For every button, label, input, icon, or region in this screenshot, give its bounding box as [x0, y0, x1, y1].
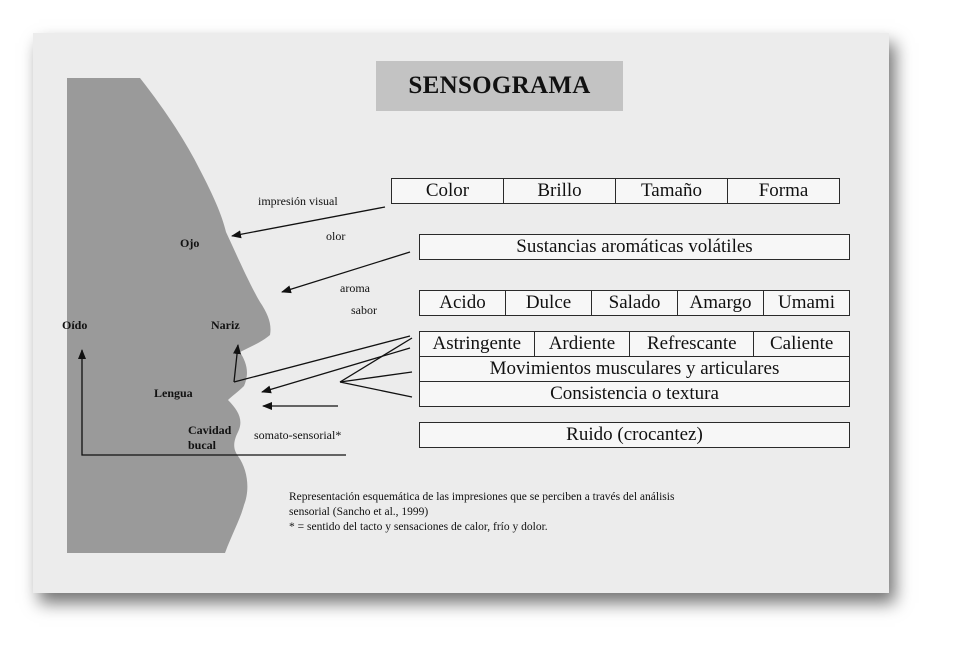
fan-line-2	[340, 372, 412, 382]
part-lengua: Lengua	[154, 386, 193, 400]
head-silhouette	[67, 78, 271, 553]
cell-refrescante: Refrescante	[630, 332, 754, 356]
cell-umami: Umami	[778, 292, 835, 313]
part-cavidad-line1: Cavidad	[188, 423, 232, 437]
arrow-trigeminal	[262, 348, 410, 392]
cell-color: Color	[392, 179, 504, 203]
sabor-row	[419, 290, 850, 316]
consistencia-row: Consistencia o textura	[419, 381, 850, 407]
ruido-row: Ruido (crocantez)	[419, 422, 850, 448]
cell-brillo: Brillo	[504, 179, 616, 203]
cell-forma: Forma	[758, 180, 809, 201]
caption-line-2: sensorial (Sancho et al., 1999)	[289, 506, 429, 518]
part-cavidad-line2: bucal	[188, 438, 217, 452]
part-oido: Oído	[62, 318, 88, 332]
part-cavidad	[188, 423, 231, 453]
cell-dulce: Dulce	[506, 291, 592, 315]
arrow-sabor-1	[234, 336, 410, 382]
cell-caliente: Caliente	[770, 333, 834, 354]
figure-caption	[289, 490, 674, 535]
cell-astringente: Astringente	[420, 332, 535, 356]
label-impresion-visual: impresión visual	[258, 194, 338, 208]
label-olor: olor	[326, 229, 346, 243]
olor-row: Sustancias aromáticas volátiles	[419, 234, 850, 260]
caption-line-3: * = sentido del tacto y sensaciones de calor, frío y dolor.	[289, 521, 548, 533]
cell-tamano: Tamaño	[616, 179, 728, 203]
label-sabor: sabor	[351, 303, 377, 317]
cell-acido: Acido	[420, 291, 506, 315]
cell-amargo: Amargo	[678, 291, 764, 315]
movimientos-row: Movimientos musculares y articulares	[419, 356, 850, 382]
cell-salado: Salado	[592, 291, 678, 315]
label-somato-sensorial: somato-sensorial*	[254, 428, 342, 442]
part-nariz: Nariz	[211, 318, 240, 332]
part-ojo: Ojo	[180, 236, 200, 250]
visual-row	[391, 178, 840, 204]
arrow-visual	[232, 207, 385, 236]
fan-line-3	[340, 382, 412, 397]
caption-line-1: Representación esquemática de las impresiones que se perciben a través del análisis	[289, 491, 675, 503]
diagram-title: SENSOGRAMA	[376, 61, 623, 111]
label-aroma: aroma	[340, 281, 370, 295]
trigeminal-row	[419, 331, 850, 357]
cell-ardiente: Ardiente	[535, 332, 631, 356]
